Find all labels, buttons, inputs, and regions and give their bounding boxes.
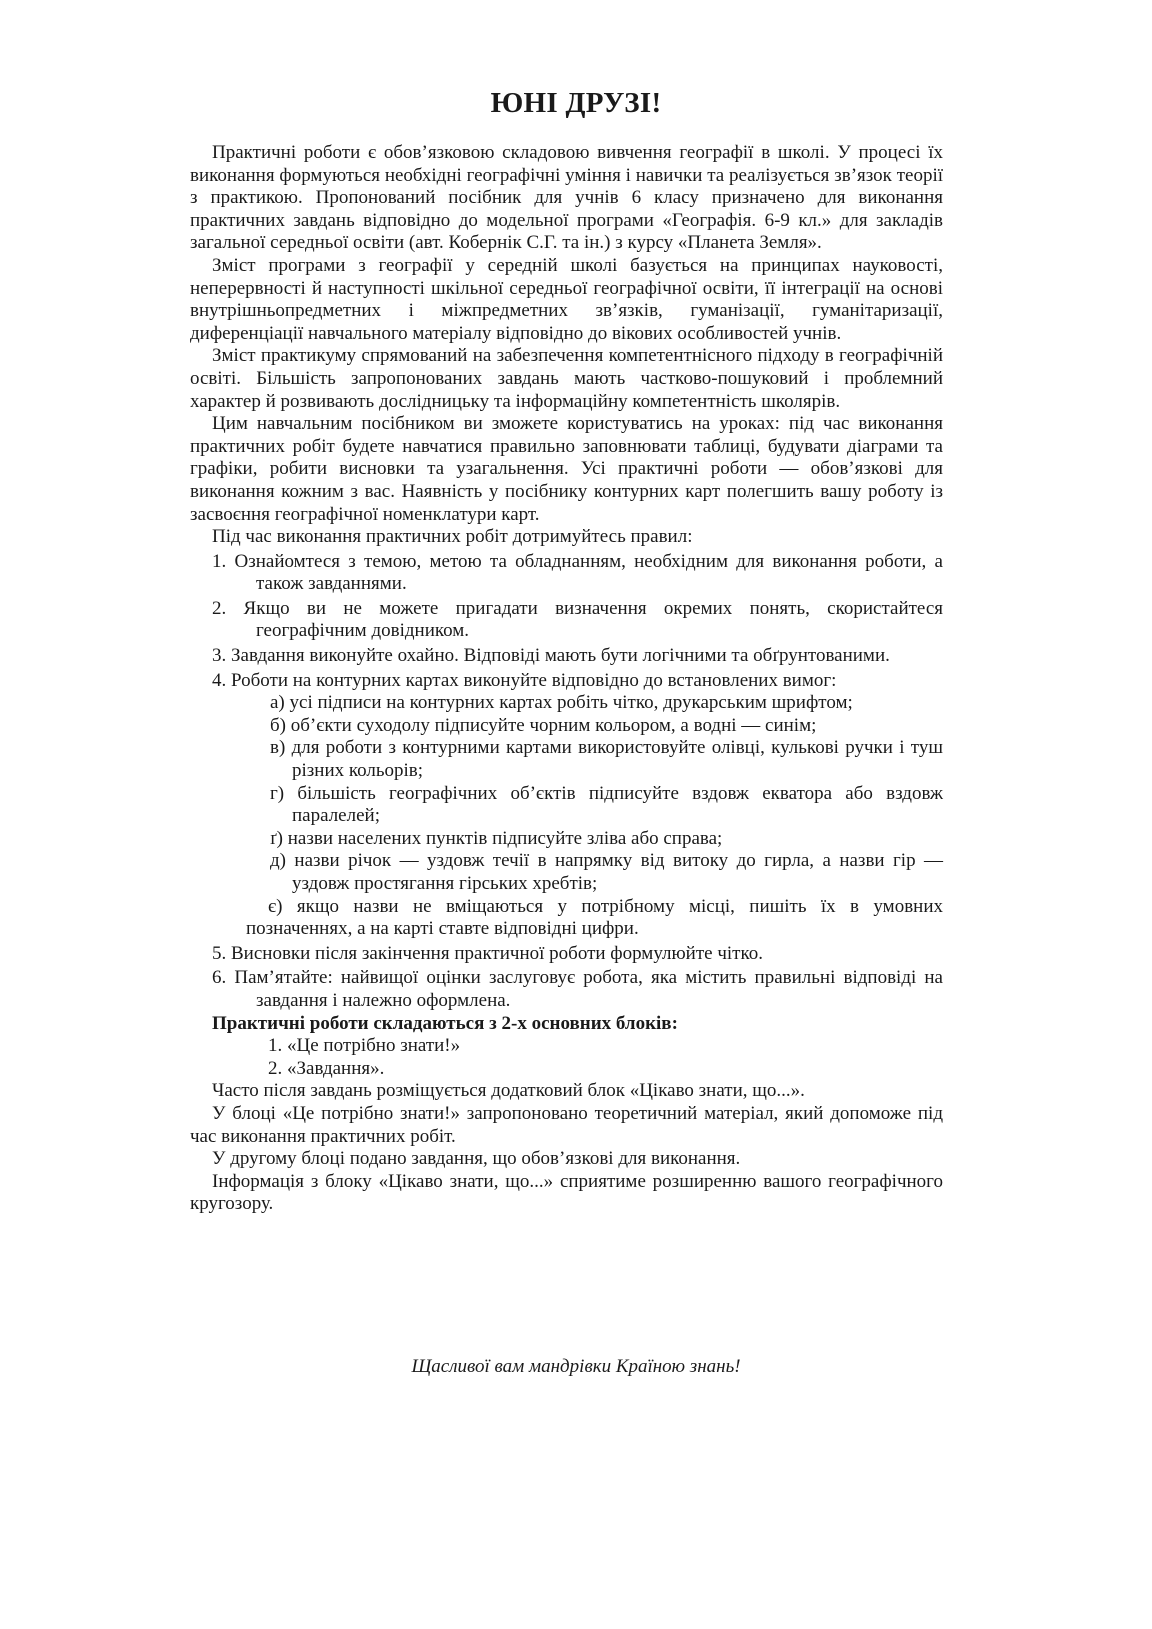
- intro-paragraph-4: Цим навчальним посібником ви зможете користуватись на уроках: під час виконання практичних робіт будете навчатися правильно заповнювати таблиці, будувати діаграми та графіки, робити висновки та узагальнення. Усі практичні роботи — обов’язкові для виконання кожним з вас. Наявність у посібнику контурних карт полегшить вашу роботу із засвоєння географічної номенклатури карт.: [190, 413, 943, 525]
- rule-item: 5. Висновки після закінчення практичної роботи формулюйте чітко.: [212, 942, 763, 964]
- block-item: 2. «Завдання».: [268, 1057, 385, 1079]
- document-body: [190, 142, 943, 1216]
- rule-item: 3. Завдання виконуйте охайно. Відповіді мають бути логічними та обґрунтованими.: [212, 645, 890, 667]
- rules-intro: Під час виконання практичних робіт дотримуйтесь правил:: [212, 526, 693, 548]
- subrule-item: б) об’єкти суходолу підписуйте чорним кольором, а водні — синім;: [270, 714, 817, 736]
- subrule-item: д) назви річок — уздовж течії в напрямку від витоку до гирла, а назви гір — уздовж простягання гірських хребтів;: [270, 850, 943, 894]
- rule-item: 2. Якщо ви не можете пригадати визначення окремих понять, скористайтеся географічним довідником.: [212, 597, 943, 642]
- rules-list: [190, 551, 943, 693]
- map-subrules-list: [190, 692, 943, 941]
- rule-item: 4. Роботи на контурних картах виконуйте відповідно до встановлених вимог:: [212, 669, 837, 691]
- subrule-item: ґ) назви населених пунктів підписуйте зліва або справа;: [270, 827, 723, 849]
- intro-paragraph-3: Зміст практикуму спрямований на забезпечення компетентнісного підходу в географічній освіті. Більшість запропонованих завдань мають частково-пошуковий і проблемний характер й розвивають дослідницьку та інформаційну компетентність школярів.: [190, 345, 943, 412]
- closing-wish: Щасливої вам мандрівки Країною знань!: [411, 1356, 741, 1377]
- block-item: 1. «Це потрібно знати!»: [268, 1035, 461, 1057]
- rule-item: 6. Пам’ятайте: найвищої оцінки заслуговує робота, яка містить правильні відповіді на завдання і належно оформлена.: [212, 967, 943, 1011]
- outro-paragraph-4: Інформація з блоку «Цікаво знати, що...» сприятиме розширенню вашого географічного кругозору.: [190, 1170, 943, 1215]
- rules-list-tail: [190, 943, 943, 1013]
- outro-paragraph-3: У другому блоці подано завдання, що обов’язкові для виконання.: [212, 1148, 741, 1170]
- blocks-list: [190, 1035, 943, 1080]
- outro-paragraph-1: Часто після завдань розміщується додатковий блок «Цікаво знати, що...».: [212, 1080, 805, 1102]
- page-title: ЮНІ ДРУЗІ!: [490, 87, 662, 119]
- outro-paragraph-2: У блоці «Це потрібно знати!» запропоновано теоретичний матеріал, який допоможе під час виконання практичних робіт.: [190, 1102, 943, 1147]
- blocks-heading: Практичні роботи складаються з 2-х основних блоків:: [212, 1012, 678, 1034]
- rule-item: 1. Ознайомтеся з темою, метою та обладнанням, необхідним для виконання роботи, а також завданнями.: [212, 550, 943, 595]
- intro-paragraph-1: Практичні роботи є обов’язковою складовою вивчення географії в школі. У процесі їх виконання формуються необхідні географічні уміння і навички та реалізується зв’язок теорії з практикою. Пропонований посібник для учнів 6 класу призначено для виконання практичних завдань відповідно до модельної програми «Географія. 6-9 кл.» для закладів загальної середньої освіти (авт. Кобернік С.Г. та ін.) з курсу «Планета Земля».: [190, 142, 943, 254]
- subrule-item: а) усі підписи на контурних картах робіть чітко, друкарським шрифтом;: [270, 692, 853, 714]
- subrule-item: в) для роботи з контурними картами використовуйте олівці, кулькові ручки і туш різних кольорів;: [270, 737, 943, 782]
- subrule-item: г) більшість географічних об’єктів підписуйте вздовж екватора або вздовж паралелей;: [270, 782, 943, 827]
- intro-paragraph-2: Зміст програми з географії у середній школі базується на принципах науковості, неперервності й наступності шкільної середньої географічної освіти, її інтеграції на основі внутрішньопредметних і міжпредметних зв’язків, гуманізації, гуманітаризації, диференціації навчального матеріалу відповідно до вікових особливостей учнів.: [190, 254, 943, 344]
- subrule-item: є) якщо назви не вміщаються у потрібному місці, пишіть їх в умовних позначеннях, а на карті ставте відповідні цифри.: [246, 895, 943, 940]
